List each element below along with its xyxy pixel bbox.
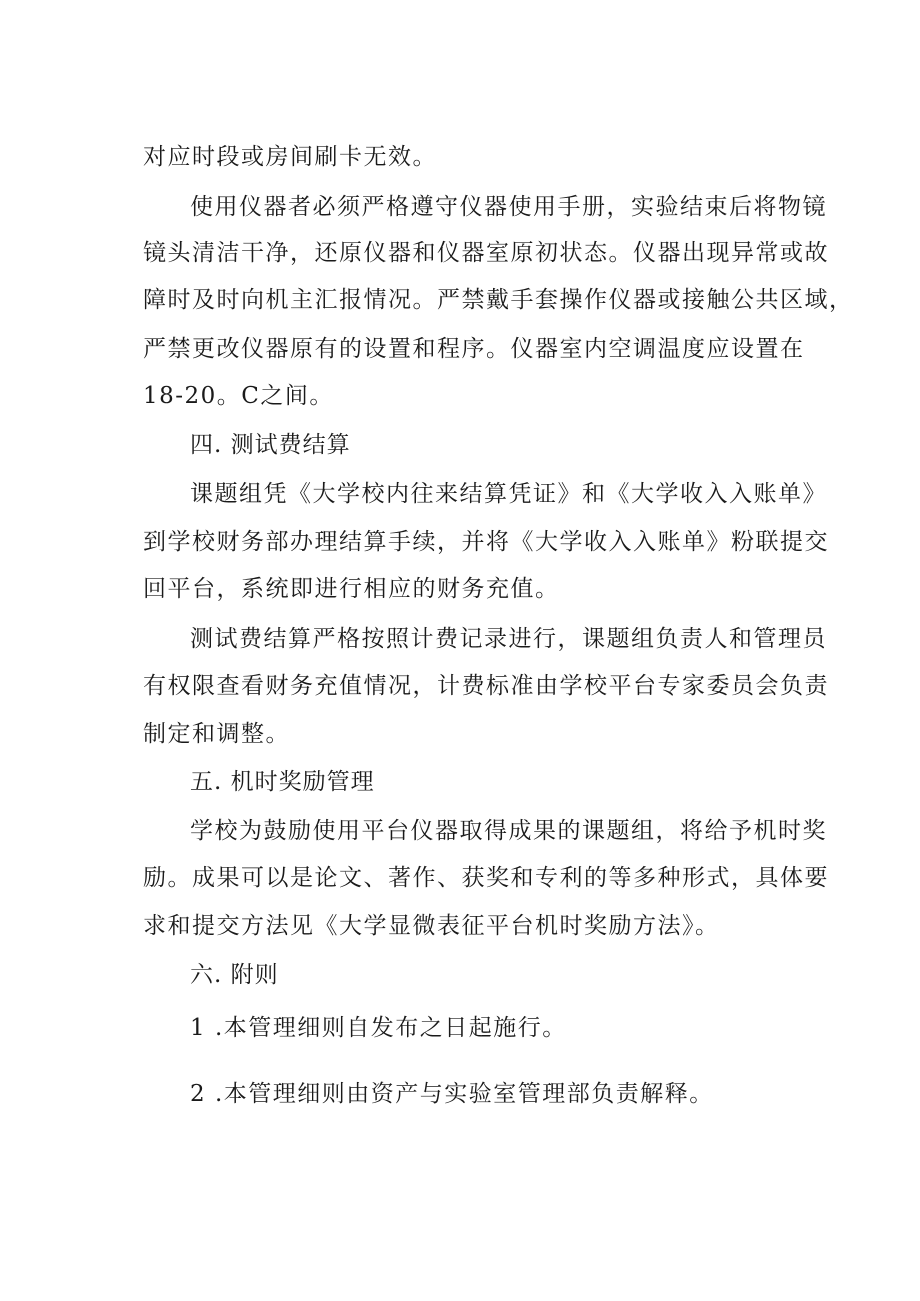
section-heading: 六. 附则: [190, 962, 279, 988]
paragraph-line: 障时及时向机主汇报情况。严禁戴手套操作仪器或接触公共区域，: [143, 287, 854, 313]
paragraph-line: 18-20。C之间。: [143, 383, 334, 409]
section-heading: 五. 机时奖励管理: [190, 769, 375, 795]
paragraph-line: 有权限查看财务充值情况，计费标准由学校平台专家委员会负责: [143, 673, 829, 699]
paragraph-line: 学校为鼓励使用平台仪器取得成果的课题组，将给予机时奖: [190, 818, 827, 844]
paragraph-line: 求和提交方法见《大学显微表征平台机时奖励方法》。: [143, 913, 720, 939]
paragraph-line: 到学校财务部办理结算手续，并将《大学收入入账单》粉联提交: [143, 529, 829, 555]
paragraph-line: 严禁更改仪器原有的设置和程序。仪器室内空调温度应设置在: [143, 336, 805, 362]
numbered-item: 2 .本管理细则由资产与实验室管理部负责解释。: [190, 1081, 714, 1107]
paragraph-line: 制定和调整。: [143, 721, 290, 747]
paragraph-line: 回平台，系统即进行相应的财务充值。: [143, 576, 560, 602]
paragraph-line: 镜头清洁干净，还原仪器和仪器室原初状态。仪器出现异常或故: [143, 240, 829, 266]
paragraph-line: 励。成果可以是论文、著作、获奖和专利的等多种形式，具体要: [143, 865, 829, 891]
section-heading: 四. 测试费结算: [190, 432, 351, 458]
numbered-item: 1 .本管理细则自发布之日起施行。: [190, 1015, 567, 1041]
paragraph-line: 课题组凭《大学校内往来结算凭证》和《大学收入入账单》: [190, 481, 827, 507]
paragraph-line: 对应时段或房间刷卡无效。: [143, 144, 437, 170]
paragraph-line: 使用仪器者必须严格遵守仪器使用手册，实验结束后将物镜: [190, 194, 827, 220]
paragraph-line: 测试费结算严格按照计费记录进行，课题组负责人和管理员: [190, 626, 827, 652]
